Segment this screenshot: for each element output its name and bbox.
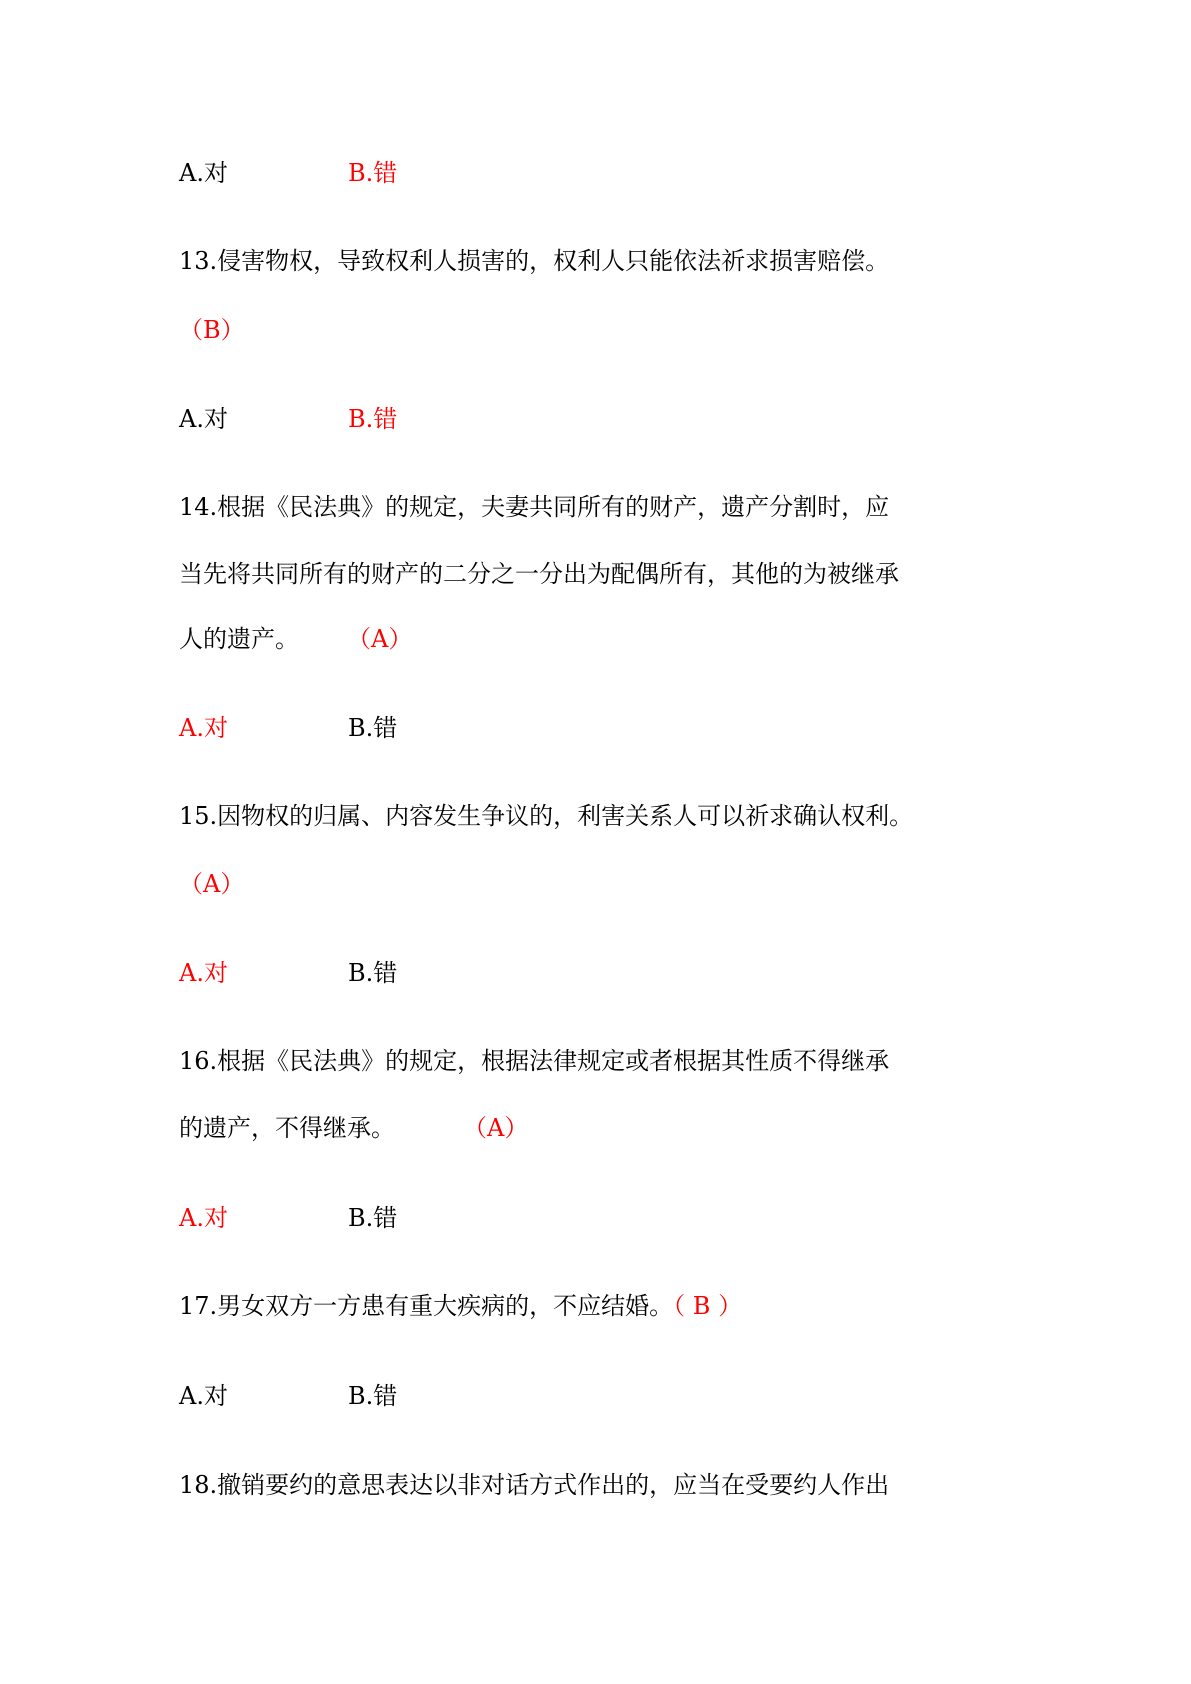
q15-answer: （A） <box>179 870 245 898</box>
q14-option-a: A.对 <box>179 714 228 742</box>
q15-option-a: A.对 <box>179 959 228 987</box>
q13-text: 13.侵害物权，导致权利人损害的，权利人只能依法祈求损害赔偿。 <box>179 247 890 275</box>
q14-text-line3 <box>179 624 413 654</box>
q14-option-b: B.错 <box>348 714 398 742</box>
q17-answer: （ B ） <box>673 1292 743 1320</box>
q14-text-line2: 当先将共同所有的财产的二分之一分出为配偶所有，其他的为被继承 <box>179 560 899 588</box>
q17-text <box>179 1291 742 1321</box>
q15-option-b: B.错 <box>348 959 398 987</box>
q16-text-line2-content: 的遗产，不得继承。 <box>179 1114 395 1142</box>
q14-text-line1: 14.根据《民法典》的规定，夫妻共同所有的财产，遗产分割时，应 <box>179 493 890 521</box>
q17-option-b: B.错 <box>348 1382 398 1410</box>
q12-option-b: B.错 <box>348 159 398 187</box>
q16-option-a: A.对 <box>179 1204 228 1232</box>
q14-text-line3-content: 人的遗产。 <box>179 625 299 653</box>
q17-text-content: 17.男女双方一方患有重大疾病的，不应结婚。 <box>179 1292 674 1320</box>
q17-option-a: A.对 <box>179 1382 228 1410</box>
q15-text: 15.因物权的归属、内容发生争议的，利害关系人可以祈求确认权利。 <box>179 802 914 830</box>
q16-answer: （A） <box>463 1114 529 1142</box>
q16-text-line2 <box>179 1113 529 1143</box>
q13-option-b: B.错 <box>348 405 398 433</box>
q13-option-a: A.对 <box>179 405 228 433</box>
q18-text-line1: 18.撤销要约的意思表达以非对话方式作出的，应当在受要约人作出 <box>179 1471 890 1499</box>
q12-option-a: A.对 <box>179 159 228 187</box>
q13-answer: （B） <box>179 316 245 344</box>
q16-option-b: B.错 <box>348 1204 398 1232</box>
q14-answer: （A） <box>347 625 413 653</box>
q16-text-line1: 16.根据《民法典》的规定，根据法律规定或者根据其性质不得继承 <box>179 1047 890 1075</box>
